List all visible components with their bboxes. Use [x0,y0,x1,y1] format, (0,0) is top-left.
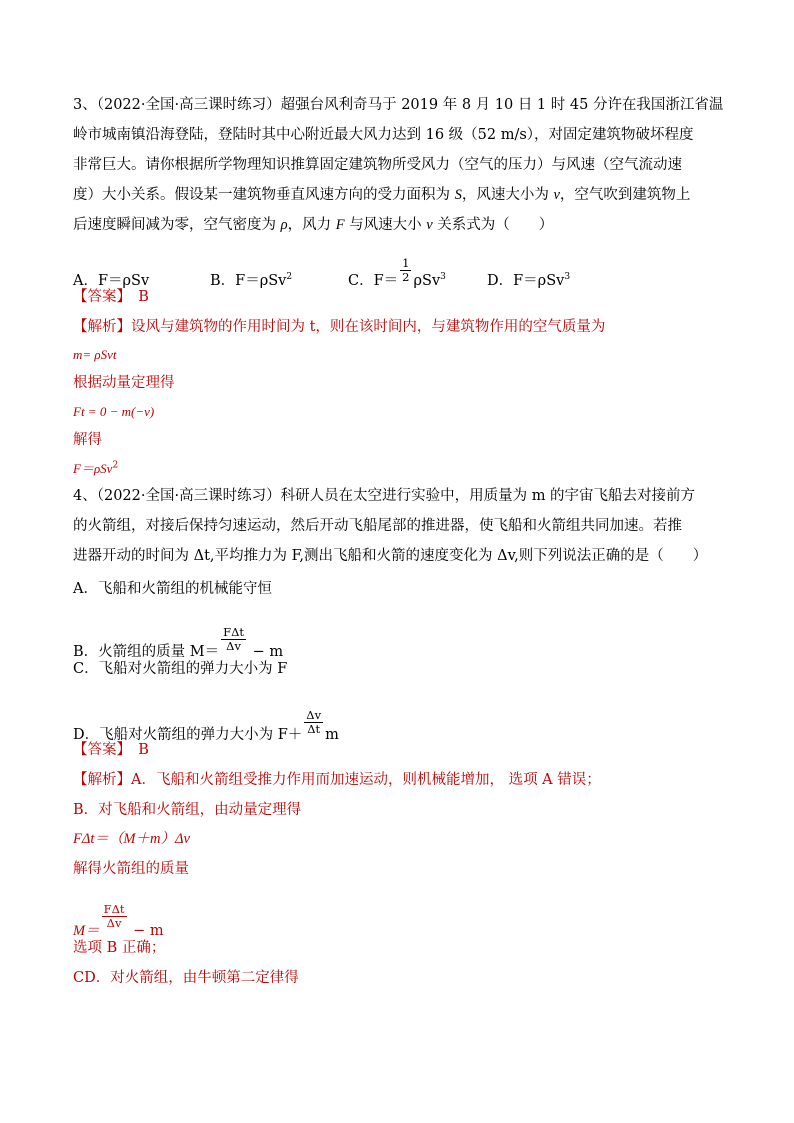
answer-value: B [138,289,149,305]
denominator: Δv [226,639,241,653]
q3-line-2 [73,125,694,145]
q4-step-4 [73,968,299,988]
var-rho: ρ [280,217,288,233]
step-text: 选项 B 正确； [73,940,166,956]
q3-step-2 [73,430,102,450]
denominator: 2 [402,270,410,284]
option-text: D．F＝ρSv [487,273,565,289]
q3-option-c[interactable] [348,257,487,291]
denominator: Δt [307,722,321,736]
q4-step-2 [73,859,189,879]
answer-label: 【答案】 [73,289,124,305]
q3-text: ，风力 [287,217,336,233]
q4-answer [73,740,149,760]
q3-text: ，风速大小为 [461,187,554,203]
q4-eq-2 [73,903,164,941]
q4-option-b[interactable] [73,626,283,662]
analysis-text: A．飞船和火箭组受推力作用而加速运动，则机械能增加， 选项 A 错误； [131,772,601,788]
q4-option-a[interactable] [73,579,272,599]
q4-line-3 [73,546,707,566]
q4-text: 进器开动的时间为 Δt,平均推力为 F,测出飞船和火箭的速度变化为 Δv,则下列说法正确的是（ ） [73,548,708,564]
fraction [304,709,323,736]
option-text: A．飞船和火箭组的机械能守恒 [73,581,272,597]
q3-answer [73,287,149,307]
equation: m= ρSvt [73,347,117,362]
exponent: 2 [286,272,293,283]
q3-step-1 [73,373,175,393]
q3-text: 后速度瞬间减为零，空气密度为 [73,217,281,233]
q4-step-3 [73,938,165,958]
numerator: FΔt [103,902,125,916]
q3-line-1 [73,95,723,115]
q4-option-c[interactable] [73,659,287,679]
q4-eq-1 [73,829,190,849]
option-text: ρSv [413,273,441,289]
q3-options [73,257,570,291]
exponent: 2 [112,460,119,471]
var-v: v [553,187,560,203]
exponent: 3 [564,272,571,283]
q3-line-4 [73,185,690,205]
q3-text: ，空气吹到建筑物上 [559,187,691,203]
option-text: D．飞船对火箭组的弹力大小为 F＋ [73,727,303,743]
analysis-label: 【解析】 [73,319,131,335]
numerator: FΔt [223,625,245,639]
q3-text: 非常巨大。请你根据所学物理知识推算固定建筑物所受风力（空气的压力）与风速（空气流动速 [73,157,682,173]
q3-text: 岭市城南镇沿海登陆，登陆时其中心附近最大风力达到 16 级（52 m/s），对固定建筑物破坏程度 [73,127,694,143]
equation: M＝ [73,923,100,939]
option-text: m [325,727,339,743]
equation: FΔt＝（M＋m）Δv [73,831,190,847]
q3-line-5 [73,215,553,235]
q3-text: 关系式为（ ） [432,217,554,233]
q3-text: 与风速大小 [344,217,427,233]
step-text: 解得 [73,432,102,448]
var-f: F [335,217,345,233]
option-text: B．F＝ρSv [210,273,287,289]
q4-analysis [73,770,601,790]
q3-eq-1 [73,345,117,366]
q3-option-d[interactable] [487,271,570,291]
option-text: C．飞船对火箭组的弹力大小为 F [73,661,288,677]
fraction [102,903,127,930]
q4-text: 的火箭组，对接后保持匀速运动，然后开动飞船尾部的推进器，使飞船和火箭组共同加速。若推 [73,518,682,534]
option-text: C．F＝ [348,273,399,289]
option-text: B．火箭组的质量 M＝ [73,644,220,660]
fraction [221,626,246,653]
option-text: − m [252,644,284,660]
option-text: A．F＝ρSv [73,273,150,289]
equation: F＝ρSv [73,461,113,476]
step-text: CD．对火箭组，由牛顿第二定律得 [73,970,299,986]
q3-analysis [73,317,605,337]
q3-text: 3、（2022·全国·高三课时练习）超强台风利奇马于 2019 年 8 月 10 日 1 时 45 分许在我国浙江省温 [73,97,724,113]
answer-value: B [138,742,149,758]
analysis-label: 【解析】 [73,772,131,788]
denominator: Δv [106,916,122,930]
q3-eq-2 [73,402,154,423]
exponent: 3 [440,272,446,283]
analysis-text: 设风与建筑物的作用时间为 t，则在该时间内，与建筑物作用的空气质量为 [131,319,606,335]
equation: Ft = 0 − m(−v) [73,404,155,419]
q4-line-1 [73,486,695,506]
q4-text: 4、（2022·全国·高三课时练习）科研人员在太空进行实验中，用质量为 m 的宇宙飞船去对接前方 [73,488,696,504]
q4-line-2 [73,516,682,536]
equation: − m [133,923,164,939]
q3-eq-3 [73,459,118,480]
q3-option-b[interactable] [210,271,348,291]
q3-line-3 [73,155,682,175]
fraction-half [400,257,411,284]
answer-label: 【答案】 [73,742,124,758]
step-text: B．对飞船和火箭组，由动量定理得 [73,802,302,818]
numerator: 1 [402,256,410,270]
step-text: 解得火箭组的质量 [73,861,189,877]
var-s: S [454,187,462,203]
numerator: Δv [306,708,322,722]
step-text: 根据动量定理得 [73,375,175,391]
q4-step-b [73,800,301,820]
q3-text: 度）大小关系。假设某一建筑物垂直风速方向的受力面积为 [73,187,455,203]
var-v: v [426,217,433,233]
